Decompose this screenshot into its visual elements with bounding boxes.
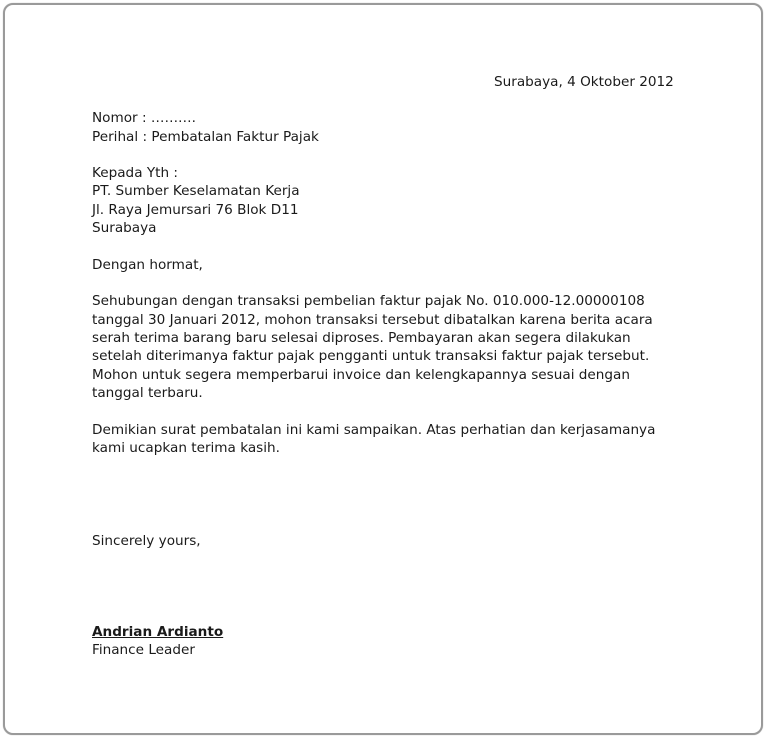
body-line: setelah diterimanya faktur pajak pengganti untuk transaksi faktur pajak tersebut.	[92, 348, 650, 364]
body-line: kami ucapkan terima kasih.	[92, 440, 280, 456]
recipient-line: PT. Sumber Keselamatan Kerja	[92, 183, 300, 199]
body-line: Sehubungan dengan transaksi pembelian faktur pajak No. 010.000-12.00000108	[92, 293, 645, 309]
recipient-line: Surabaya	[92, 220, 157, 236]
body-line: tanggal terbaru.	[92, 385, 203, 401]
greeting: Dengan hormat,	[92, 257, 203, 273]
letter-number: Nomor : ……….	[92, 110, 196, 126]
body-line: tanggal 30 Januari 2012, mohon transaksi tersebut dibatalkan karena berita acara	[92, 312, 653, 328]
body-line: Demikian surat pembatalan ini kami sampaikan. Atas perhatian dan kerjasamanya	[92, 422, 656, 438]
recipient-line: Jl. Raya Jemursari 76 Blok D11	[92, 202, 299, 218]
body-line: Mohon untuk segera memperbarui invoice dan kelengkapannya sesuai dengan	[92, 367, 630, 383]
signer-name: Andrian Ardianto	[92, 624, 224, 640]
closing: Sincerely yours,	[92, 533, 201, 549]
body-line: serah terima barang baru selesai diproses. Pembayaran akan segera dilakukan	[92, 330, 631, 346]
recipient-line: Kepada Yth :	[92, 165, 178, 181]
letter-date: Surabaya, 4 Oktober 2012	[494, 74, 674, 90]
signer-title: Finance Leader	[92, 642, 195, 658]
letter-subject: Perihal : Pembatalan Faktur Pajak	[92, 129, 319, 145]
